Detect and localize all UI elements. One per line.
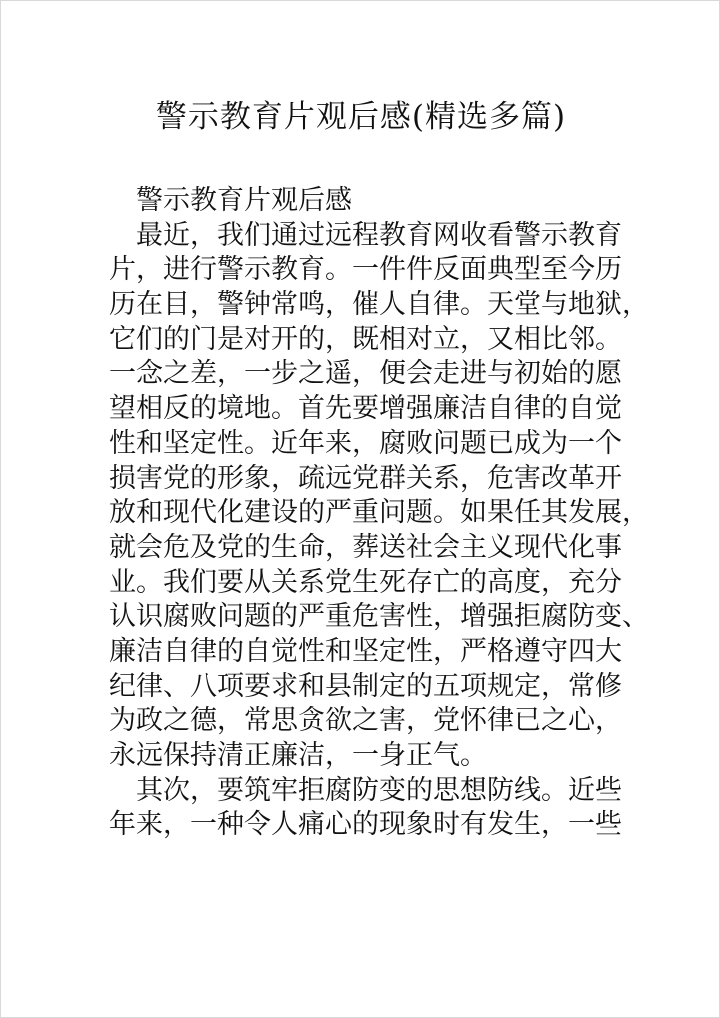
body-text-line: 历在目，警钟常鸣，催人自律。天堂与地狱， (109, 289, 649, 321)
body-text-line: 其次，要筑牢拒腐防变的思想防线。近些 (136, 774, 622, 806)
body-text-line: 为政之德，常思贪欲之害，党怀律已之心， (109, 705, 622, 737)
body-text-line: 一念之差，一步之遥，便会走进与初始的愿 (109, 358, 622, 390)
body-text-line: 业。我们要从关系党生死存亡的高度，充分 (109, 566, 622, 598)
body-text-line: 片，进行警示教育。一件件反面典型至今历 (109, 254, 622, 286)
body-text-line: 年来，一种令人痛心的现象时有发生，一些 (109, 809, 622, 841)
body-text-line: 它们的门是对开的，既相对立，又相比邻。 (109, 323, 622, 355)
body-text-line: 警示教育片观后感 (136, 185, 352, 216)
body-text-line: 就会危及党的生命，葬送社会主义现代化事 (109, 531, 622, 563)
body-text-line: 认识腐败问题的严重危害性，增强拒腐防变、 (109, 601, 649, 633)
document-title: 警示教育片观后感(精选多篇) (155, 99, 567, 135)
body-text-line: 永远保持清正廉洁，一身正气。 (109, 740, 487, 771)
body-text-line: 最近，我们通过远程教育网收看警示教育 (136, 219, 622, 251)
body-text-line: 损害党的形象，疏远党群关系，危害改革开 (109, 462, 622, 494)
body-text-line: 纪律、八项要求和县制定的五项规定，常修 (109, 670, 622, 702)
body-text-line: 望相反的境地。首先要增强廉洁自律的自觉 (109, 393, 622, 425)
body-text-line: 廉洁自律的自觉性和坚定性，严格遵守四大 (109, 635, 622, 667)
body-text-line: 性和坚定性。近年来，腐败问题已成为一个 (109, 427, 622, 459)
document-body (109, 184, 649, 843)
body-text-line: 放和现代化建设的严重问题。如果任其发展， (109, 497, 649, 529)
